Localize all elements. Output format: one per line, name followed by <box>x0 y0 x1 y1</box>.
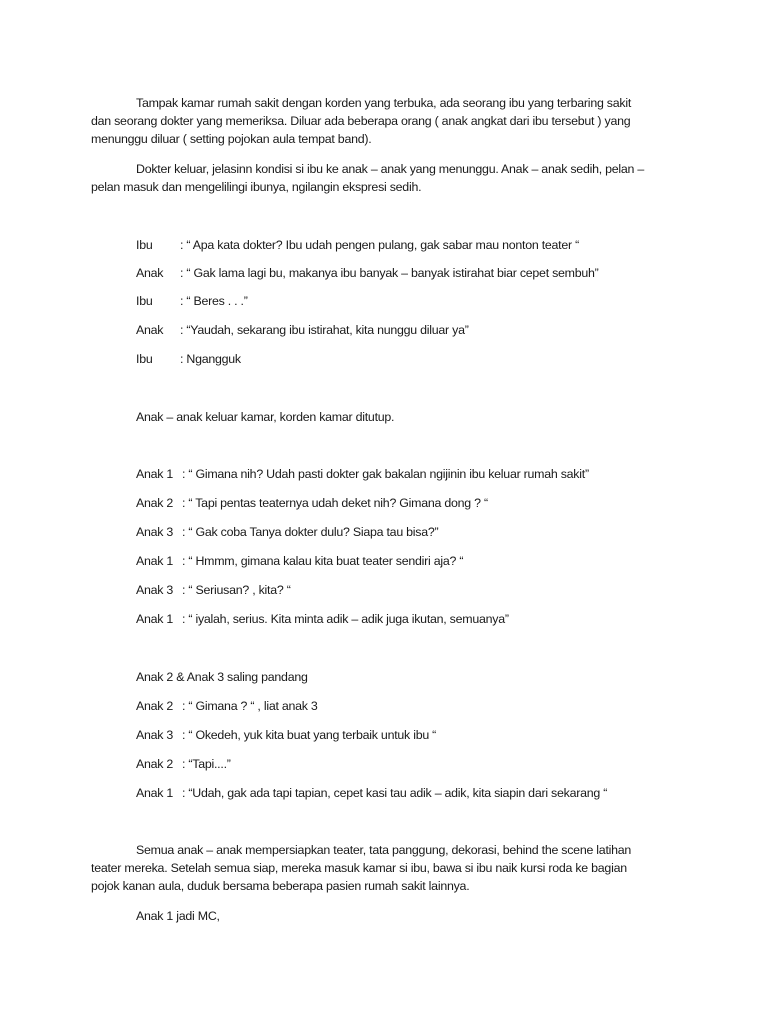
speaker-name: Anak 1 <box>136 786 174 800</box>
dialogue-line <box>136 494 488 512</box>
dialogue-text: : “ Apa kata dokter? Ibu udah pengen pulang, gak sabar mau nonton teater “ <box>180 238 579 252</box>
dialogue-line <box>136 784 607 802</box>
speaker-name: Anak 2 <box>136 699 174 713</box>
dialogue-text: : “ Seriusan? , kita? “ <box>182 583 291 597</box>
paragraph-line: pojok kanan aula, duduk bersama beberapa pasien rumah sakit lainnya. <box>91 879 470 893</box>
dialogue-line <box>136 610 509 628</box>
speaker-name: Anak 1 <box>136 467 174 481</box>
paragraph-opening <box>91 94 676 148</box>
stage-direction: Anak 2 & Anak 3 saling pandang <box>136 670 308 684</box>
dialogue-text: : “ Tapi pentas teaternya udah deket nih? Gimana dong ? “ <box>182 496 488 510</box>
dialogue-line <box>136 552 463 570</box>
dialogue-text: : “ Gimana ? “ , liat anak 3 <box>182 699 318 713</box>
paragraph-line: pelan masuk dan mengelilingi ibunya, ngilangin ekspresi sedih. <box>91 180 422 194</box>
dialogue-line <box>136 465 589 483</box>
dialogue-line <box>136 581 291 599</box>
dialogue-text: : “ Beres . . .” <box>180 294 248 308</box>
paragraph-line: Tampak kamar rumah sakit dengan korden yang terbuka, ada seorang ibu yang terbaring sakit <box>136 96 632 110</box>
dialogue-line <box>136 236 579 254</box>
dialogue-text: : “ Okedeh, yuk kita buat yang terbaik untuk ibu “ <box>182 728 437 742</box>
dialogue-text: : “ Gak lama lagi bu, makanya ibu banyak – banyak istirahat biar cepet sembuh” <box>180 266 599 280</box>
speaker-name: Ibu <box>136 352 153 366</box>
dialogue-text: : “ iyalah, serius. Kita minta adik – adik juga ikutan, semuanya” <box>182 612 509 626</box>
dialogue-line <box>136 321 469 339</box>
speaker-name: Anak 1 <box>136 612 174 626</box>
dialogue-line <box>136 726 436 744</box>
dialogue-text: : “Udah, gak ada tapi tapian, cepet kasi tau adik – adik, kita siapin dari sekarang “ <box>182 786 608 800</box>
paragraph-doctor <box>91 160 676 196</box>
speaker-name: Anak <box>136 266 164 280</box>
dialogue-text: : “Yaudah, sekarang ibu istirahat, kita nunggu diluar ya” <box>180 323 469 337</box>
dialogue-line <box>136 350 241 368</box>
dialogue-text: : “Tapi....” <box>182 757 231 771</box>
speaker-name: Ibu <box>136 294 153 308</box>
dialogue-text: : Ngangguk <box>180 352 241 366</box>
speaker-name: Anak <box>136 323 164 337</box>
paragraph-line: Dokter keluar, jelasinn kondisi si ibu ke anak – anak yang menunggu. Anak – anak sedih, pelan – <box>136 162 645 176</box>
speaker-name: Anak 3 <box>136 525 174 539</box>
dialogue-line <box>136 697 318 715</box>
closing-line: Anak 1 jadi MC, <box>136 909 220 923</box>
dialogue-line <box>136 264 599 282</box>
speaker-name: Anak 3 <box>136 728 174 742</box>
paragraph-line: menunggu diluar ( setting pojokan aula tempat band). <box>91 132 372 146</box>
paragraph-line: teater mereka. Setelah semua siap, mereka masuk kamar si ibu, bawa si ibu naik kursi roda ke bagian <box>91 861 627 875</box>
speaker-name: Anak 3 <box>136 583 174 597</box>
dialogue-text: : “ Hmmm, gimana kalau kita buat teater sendiri aja? “ <box>182 554 464 568</box>
stage-direction: Anak – anak keluar kamar, korden kamar ditutup. <box>136 410 395 424</box>
paragraph-line: Semua anak – anak mempersiapkan teater, tata panggung, dekorasi, behind the scene latihan <box>136 843 632 857</box>
dialogue-line <box>136 292 248 310</box>
dialogue-line <box>136 755 231 773</box>
dialogue-line <box>136 523 438 541</box>
paragraph-preparation <box>91 841 676 895</box>
dialogue-text: : “ Gimana nih? Udah pasti dokter gak bakalan ngijinin ibu keluar rumah sakit” <box>182 467 589 481</box>
speaker-name: Ibu <box>136 238 153 252</box>
paragraph-line: dan seorang dokter yang memeriksa. Diluar ada beberapa orang ( anak angkat dari ibu tersebut ) yang <box>91 114 631 128</box>
speaker-name: Anak 1 <box>136 554 174 568</box>
speaker-name: Anak 2 <box>136 496 174 510</box>
speaker-name: Anak 2 <box>136 757 174 771</box>
dialogue-text: : “ Gak coba Tanya dokter dulu? Siapa tau bisa?” <box>182 525 439 539</box>
